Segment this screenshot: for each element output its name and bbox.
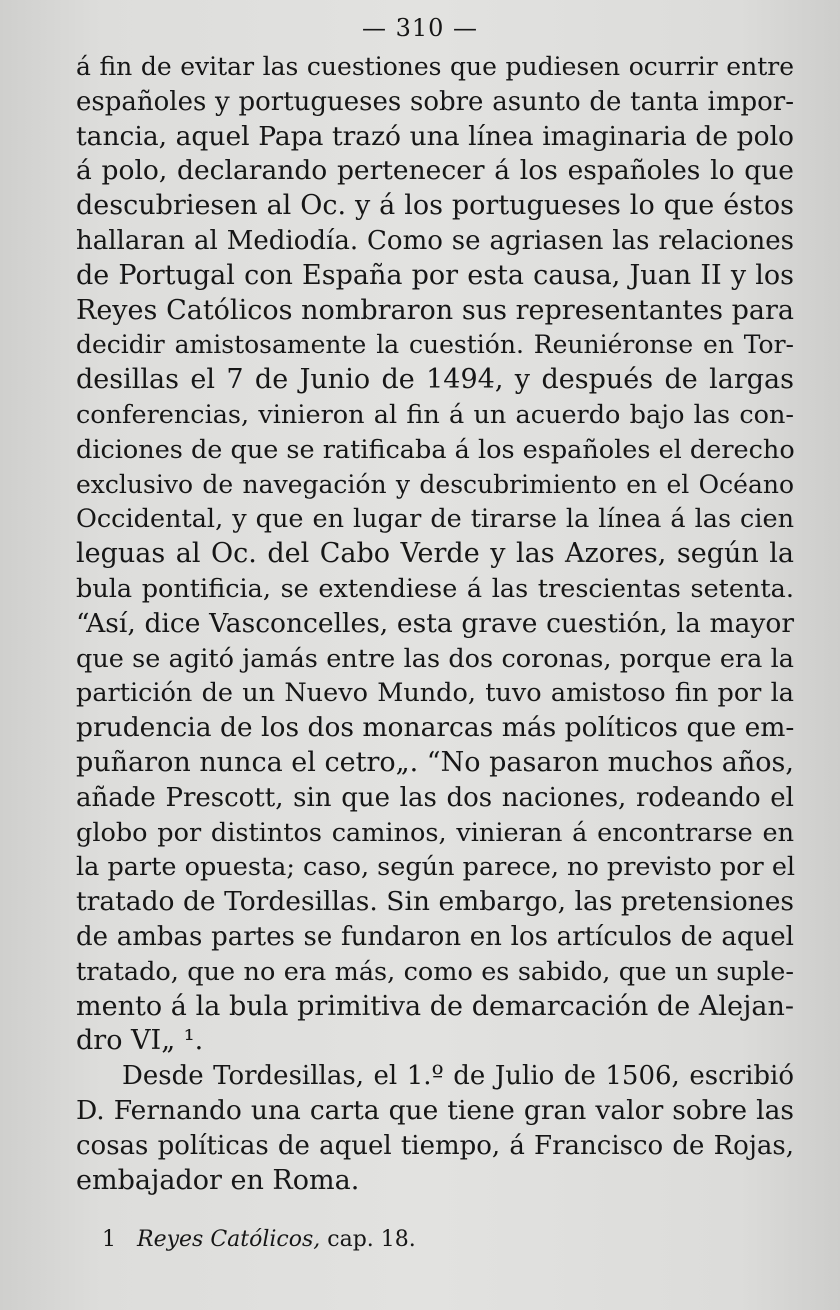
text-line: globo por distintos caminos, vinieran á encontrarse en: [76, 817, 794, 848]
text-line: tratado de Tordesillas. Sin embargo, las pretensiones: [76, 886, 794, 918]
text-line: Reyes Católicos nombraron sus representantes para: [76, 294, 794, 326]
text-line: la parte opuesta; caso, según parece, no previsto por el: [76, 852, 796, 883]
text-line: de Portugal con España por esta causa, Juan II y los: [76, 259, 794, 291]
text-line: Occidental, y que en lugar de tirarse la línea á las cien: [76, 504, 794, 535]
body-text: [76, 50, 794, 1198]
text-line: mento á la bula primitiva de demarcación de Alejan-: [76, 990, 794, 1022]
text-line: que se agitó jamás entre las dos coronas, porque era la: [76, 643, 794, 674]
text-line: á fin de evitar las cuestiones que pudiesen ocurrir entre: [76, 52, 794, 81]
text-line: decidir amistosamente la cuestión. Reuniéronse en Tor-: [76, 330, 794, 360]
footnote-reference: cap. 18.: [327, 1227, 416, 1252]
text-line: tancia, aquel Papa trazó una línea imaginaria de polo: [76, 120, 794, 152]
text-line: prudencia de los dos monarcas más políticos que em-: [76, 712, 795, 744]
text-line: descubriesen al Oc. y á los portugueses lo que éstos: [76, 190, 794, 222]
text-line: Desde Tordesillas, el 1.º de Julio de 1506, escribió: [122, 1061, 794, 1092]
text-line: embajador en Roma.: [76, 1164, 360, 1196]
text-line: á polo, declarando pertenecer á los españoles lo que: [76, 155, 794, 187]
text-line: bula pontificia, se extendiese á las trescientas setenta.: [76, 573, 794, 604]
text-line: añade Prescott, sin que las dos naciones, rodeando el: [76, 782, 794, 813]
text-line: partición de un Nuevo Mundo, tuvo amistoso fin por la: [76, 678, 794, 709]
paragraph-2: [76, 1059, 794, 1198]
page-number: — 310 —: [361, 14, 479, 42]
footnote-title: Reyes Católicos,: [137, 1227, 321, 1252]
text-line: exclusivo de navegación y descubrimiento en el Océano: [76, 469, 794, 499]
text-line: tratado, que no era más, como es sabido, que un suple-: [76, 956, 794, 987]
text-line: hallaran al Mediodía. Como se agriasen las relaciones: [76, 225, 794, 256]
text-line: “Así, dice Vasconcelles, esta grave cuestión, la mayor: [76, 607, 794, 639]
text-line: conferencias, vinieron al fin á un acuerdo bajo las con-: [76, 399, 794, 430]
text-line: dro VI„ ¹.: [76, 1025, 204, 1057]
footnote-number: 1: [102, 1227, 116, 1252]
text-line: leguas al Oc. del Cabo Verde y las Azores, según la: [76, 538, 794, 570]
text-line: españoles y portugueses sobre asunto de tanta impor-: [76, 86, 794, 117]
text-line: cosas políticas de aquel tiempo, á Francisco de Rojas,: [76, 1130, 794, 1161]
text-line: D. Fernando una carta que tiene gran valor sobre las: [76, 1094, 794, 1126]
text-line: diciones de que se ratificaba á los españoles el derecho: [76, 434, 795, 465]
text-line: desillas el 7 de Junio de 1494, y después de largas: [76, 364, 794, 396]
text-line: puñaron nunca el cetro„. “No pasaron muchos años,: [76, 746, 794, 778]
text-line: de ambas partes se fundaron en los artículos de aquel: [76, 921, 794, 952]
paragraph-1: [76, 50, 794, 1059]
footnote: [102, 1225, 702, 1255]
